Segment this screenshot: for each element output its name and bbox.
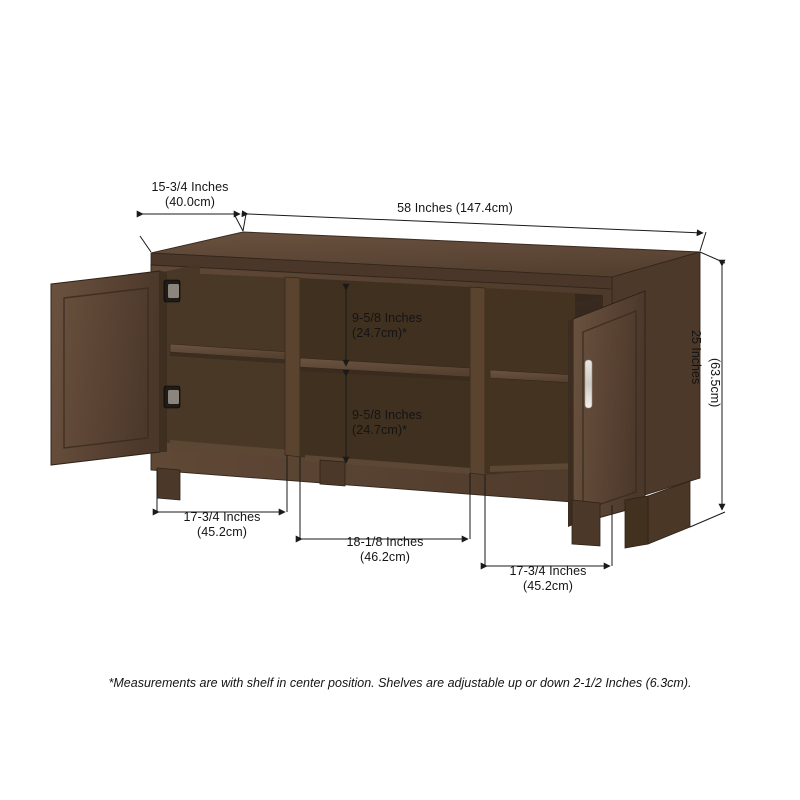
- console-illustration: [51, 232, 700, 548]
- dim-line-width: [248, 214, 703, 233]
- label-left-cabinet-metric: (45.2cm): [196, 525, 248, 539]
- label-right-cabinet-inches: 17-3/4 Inches: [509, 564, 587, 578]
- leg-front-right: [572, 500, 600, 546]
- extension-height-bottom: [690, 512, 725, 527]
- right-door-panel: [573, 291, 645, 525]
- label-center-opening: [310, 535, 460, 565]
- label-depth-metric: (40.0cm): [164, 195, 216, 209]
- extension-depth-left: [140, 236, 151, 252]
- label-lower-opening: [352, 408, 502, 438]
- label-height-metric: (63.5cm): [708, 358, 722, 408]
- label-center-opening-metric: (46.2cm): [359, 550, 411, 564]
- extension-width-left: [243, 214, 246, 231]
- vertical-divider-left: [285, 277, 300, 457]
- label-overall-height-metric: [707, 358, 722, 478]
- label-overall-width-value: 58 Inches (147.4cm): [397, 201, 513, 215]
- label-right-cabinet-metric: (45.2cm): [522, 579, 574, 593]
- left-door-open: [51, 271, 167, 465]
- label-lower-opening-metric: (24.7cm)*: [352, 423, 408, 437]
- extension-width-right: [700, 232, 706, 251]
- label-left-cabinet: [147, 510, 297, 540]
- label-left-cabinet-inches: 17-3/4 Inches: [183, 510, 261, 524]
- leg-center-left: [320, 460, 345, 486]
- label-overall-height: [688, 330, 703, 450]
- right-door-open: [568, 291, 645, 527]
- measurement-footnote: *Measurements are with shelf in center position. Shelves are adjustable up or down 2-1/2 Inches (6.3cm).: [108, 676, 692, 690]
- label-right-cabinet: [473, 564, 623, 594]
- label-upper-opening-inches: 9-5/8 Inches: [352, 311, 422, 325]
- left-door-panel: [51, 271, 160, 465]
- label-height-inches: 25 Inches: [689, 330, 703, 385]
- label-depth: [115, 180, 265, 210]
- right-door-handle: [585, 360, 592, 408]
- label-upper-opening: [352, 311, 502, 341]
- label-center-opening-inches: 18-1/8 Inches: [346, 535, 424, 549]
- right-door-edge: [568, 319, 573, 527]
- label-depth-inches: 15-3/4 Inches: [151, 180, 229, 194]
- label-overall-width: [345, 201, 565, 216]
- label-lower-opening-inches: 9-5/8 Inches: [352, 408, 422, 422]
- label-upper-opening-metric: (24.7cm)*: [352, 326, 408, 340]
- leg-front-left: [157, 468, 180, 500]
- extension-height-top: [700, 252, 725, 263]
- leg-right-rear-inner: [625, 496, 648, 548]
- extension-depth-right: [234, 214, 243, 231]
